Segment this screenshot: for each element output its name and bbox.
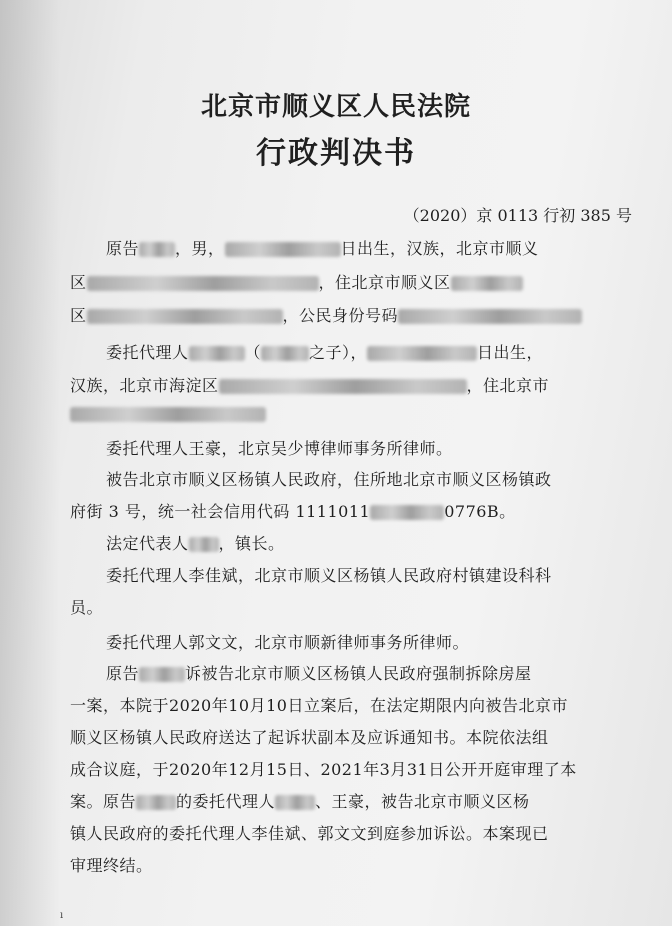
agent-line-3 xyxy=(70,404,266,423)
agent-guo-wenwen: 委托代理人郭文文，北京市顺新律师事务所律师。 xyxy=(106,633,470,652)
redacted-address xyxy=(219,379,467,394)
narrative-line-5: 案。原告 的委托代理人 、王豪，被告北京市顺义区杨 xyxy=(70,792,530,811)
court-name: 北京市顺义区人民法院 xyxy=(200,92,471,122)
redacted-birthdate xyxy=(225,242,341,257)
redacted-name xyxy=(275,795,315,810)
plaintiff-line-1: 原告 ，男， 日出生，汉族，北京市顺义 xyxy=(106,239,539,258)
redacted-name xyxy=(136,795,176,810)
scan-mark: ı xyxy=(60,910,64,921)
redacted-birthdate xyxy=(367,346,477,361)
narrative-line-4: 成合议庭，于2020年12月15日、2021年3月31日公开开庭审理了本 xyxy=(70,760,577,779)
narrative-line-6: 镇人民政府的委托代理人李佳斌、郭文文到庭参加诉讼。本案现已 xyxy=(70,824,549,843)
narrative-line-1: 原告 诉被告北京市顺义区杨镇人民政府强制拆除房屋 xyxy=(106,664,532,683)
case-number: （2020）京 0113 行初 385 号 xyxy=(403,206,632,225)
agent-line-1: 委托代理人 （ 之子）， 日出生， xyxy=(106,343,544,362)
redacted-name xyxy=(189,537,219,552)
agent-wang-hao: 委托代理人王豪，北京吴少博律师事务所律师。 xyxy=(106,439,453,458)
document-type-title: 行政判决书 xyxy=(256,136,416,171)
redacted-id-number xyxy=(398,309,582,324)
narrative-line-7: 审理终结。 xyxy=(70,856,153,875)
narrative-line-3: 顺义区杨镇人民政府送达了起诉状副本及应诉通知书。本院依法组 xyxy=(70,728,549,747)
defendant-line-1: 被告北京市顺义区杨镇人民政府，住所地北京市顺义区杨镇政 xyxy=(106,470,552,489)
redacted-address xyxy=(70,407,266,422)
redacted-name xyxy=(189,346,245,361)
plaintiff-line-2: 区 ，住北京市顺义区 xyxy=(70,270,523,293)
redacted-address xyxy=(87,276,319,291)
agent-line-2: 汉族，北京市海淀区 ，住北京市 xyxy=(70,376,550,395)
redacted-name xyxy=(139,242,175,257)
narrative-line-2: 一案，本院于2020年10月10日立案后，在法定期限内向被告北京市 xyxy=(70,696,568,715)
redacted-name xyxy=(139,667,185,682)
agent-li-jiabin-1: 委托代理人李佳斌，北京市顺义区杨镇人民政府村镇建设科科 xyxy=(106,566,552,585)
redacted-credit-code xyxy=(370,505,444,520)
redacted-name xyxy=(261,346,309,361)
plaintiff-line-3: 区 ，公民身份号码 xyxy=(70,303,582,326)
agent-li-jiabin-2: 员。 xyxy=(70,598,104,617)
defendant-line-2: 府街 3 号，统一社会信用代码 1111011 0776B。 xyxy=(70,502,516,521)
legal-representative: 法定代表人 ，镇长。 xyxy=(106,534,285,553)
redacted-address xyxy=(451,276,523,291)
redacted-address xyxy=(87,309,283,324)
